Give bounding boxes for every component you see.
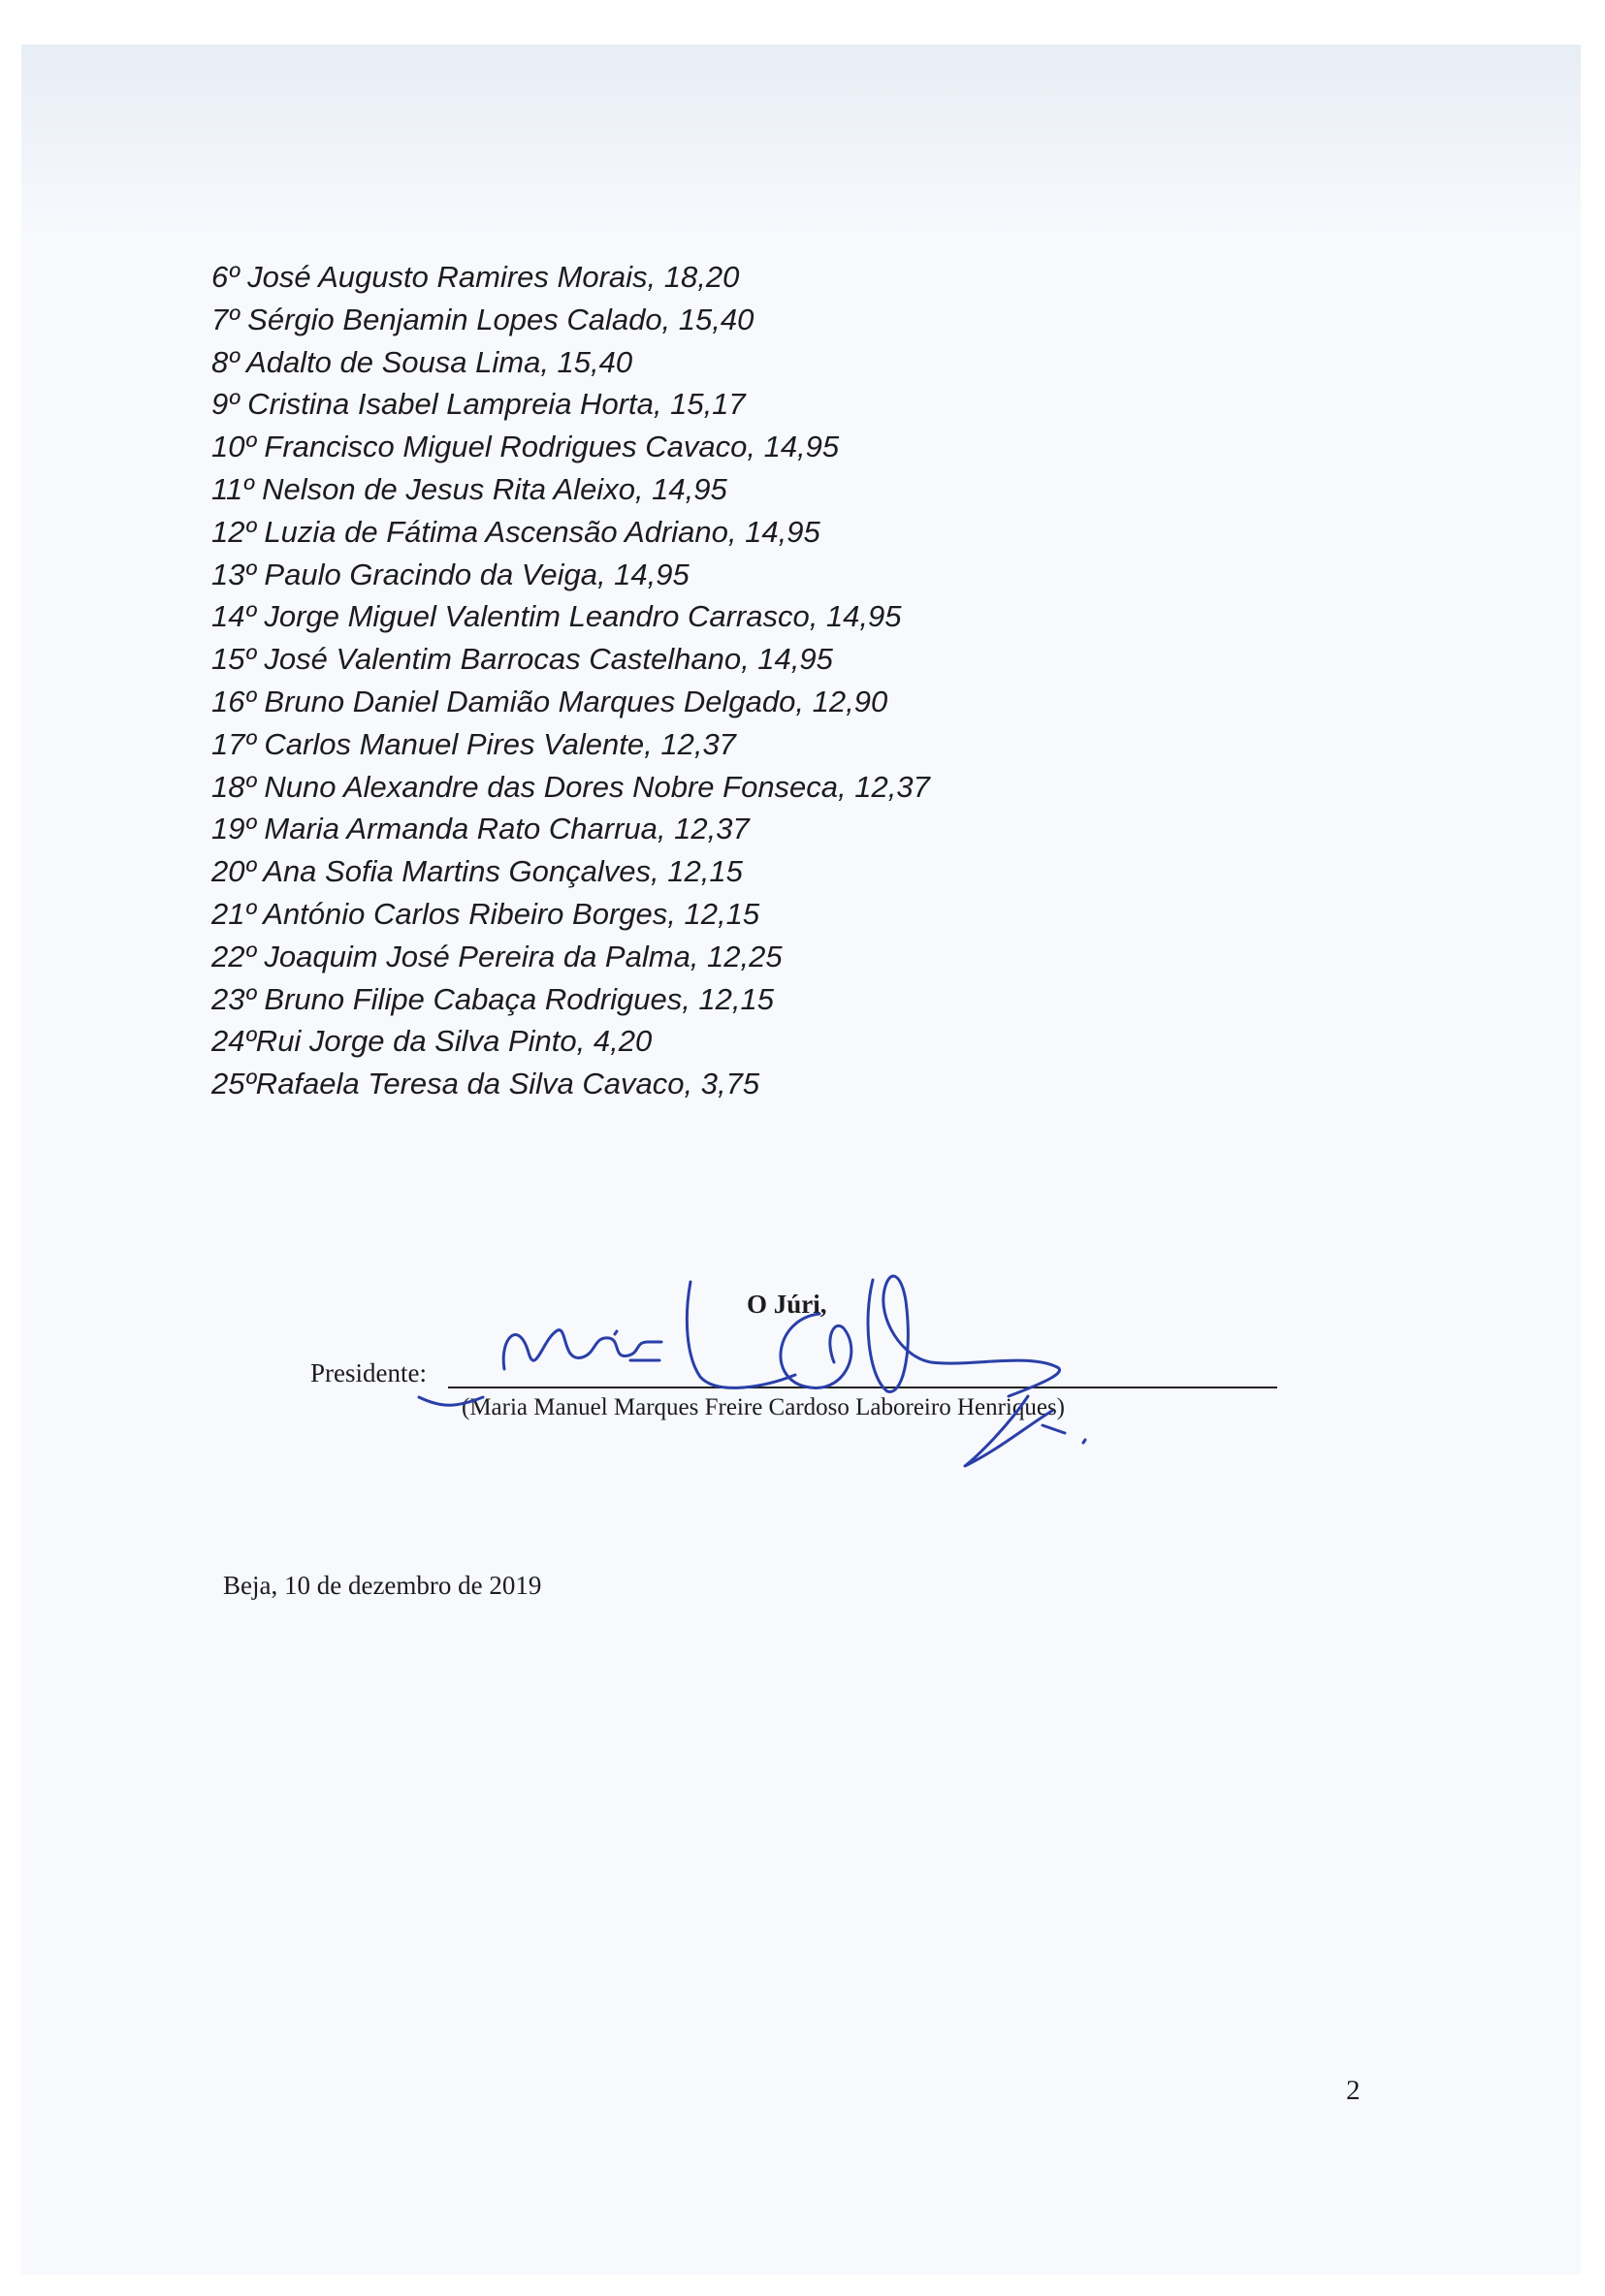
- place-and-date: Beja, 10 de dezembro de 2019: [223, 1571, 542, 1600]
- ranking-item: 14º Jorge Miguel Valentim Leandro Carrasco, 14,95: [211, 599, 902, 634]
- president-name: (Maria Manuel Marques Freire Cardoso Laboreiro Henriques): [462, 1394, 1066, 1420]
- ranking-item: 13º Paulo Gracindo da Veiga, 14,95: [211, 557, 690, 591]
- ranking-item: 6º José Augusto Ramires Morais, 18,20: [211, 260, 740, 294]
- ranking-item: 10º Francisco Miguel Rodrigues Cavaco, 14,95: [211, 430, 840, 464]
- ranking-item: 9º Cristina Isabel Lampreia Horta, 15,17: [211, 387, 746, 422]
- ranking-item: 18º Nuno Alexandre das Dores Nobre Fonseca, 12,37: [211, 769, 930, 804]
- jury-title: O Júri,: [747, 1290, 827, 1319]
- ranking-list: [211, 256, 930, 1105]
- ranking-item: 23º Bruno Filipe Cabaça Rodrigues, 12,15: [211, 981, 775, 1016]
- ranking-item: 24ºRui Jorge da Silva Pinto, 4,20: [211, 1024, 653, 1059]
- ranking-item: 16º Bruno Daniel Damião Marques Delgado, 12,90: [211, 684, 888, 718]
- ranking-item: 19º Maria Armanda Rato Charrua, 12,37: [211, 812, 750, 846]
- ranking-item: 17º Carlos Manuel Pires Valente, 12,37: [211, 726, 736, 761]
- ranking-item: 20º Ana Sofia Martins Gonçalves, 12,15: [211, 854, 743, 889]
- president-label: Presidente:: [310, 1358, 427, 1387]
- ranking-item: 21º António Carlos Ribeiro Borges, 12,15: [211, 896, 760, 931]
- ranking-item: 7º Sérgio Benjamin Lopes Calado, 15,40: [211, 302, 754, 336]
- scan-shading: [21, 45, 1581, 239]
- ranking-item: 22º Joaquim José Pereira da Palma, 12,25: [211, 939, 783, 973]
- ranking-item: 12º Luzia de Fátima Ascensão Adriano, 14,95: [211, 514, 820, 549]
- page-number: 2: [1346, 2075, 1361, 2106]
- signature-line: [448, 1387, 1277, 1388]
- ranking-item: 25ºRafaela Teresa da Silva Cavaco, 3,75: [211, 1067, 760, 1101]
- ranking-item: 15º José Valentim Barrocas Castelhano, 14,95: [211, 642, 833, 677]
- ranking-item: 8º Adalto de Sousa Lima, 15,40: [211, 344, 633, 379]
- ranking-item: 11º Nelson de Jesus Rita Aleixo, 14,95: [211, 471, 727, 506]
